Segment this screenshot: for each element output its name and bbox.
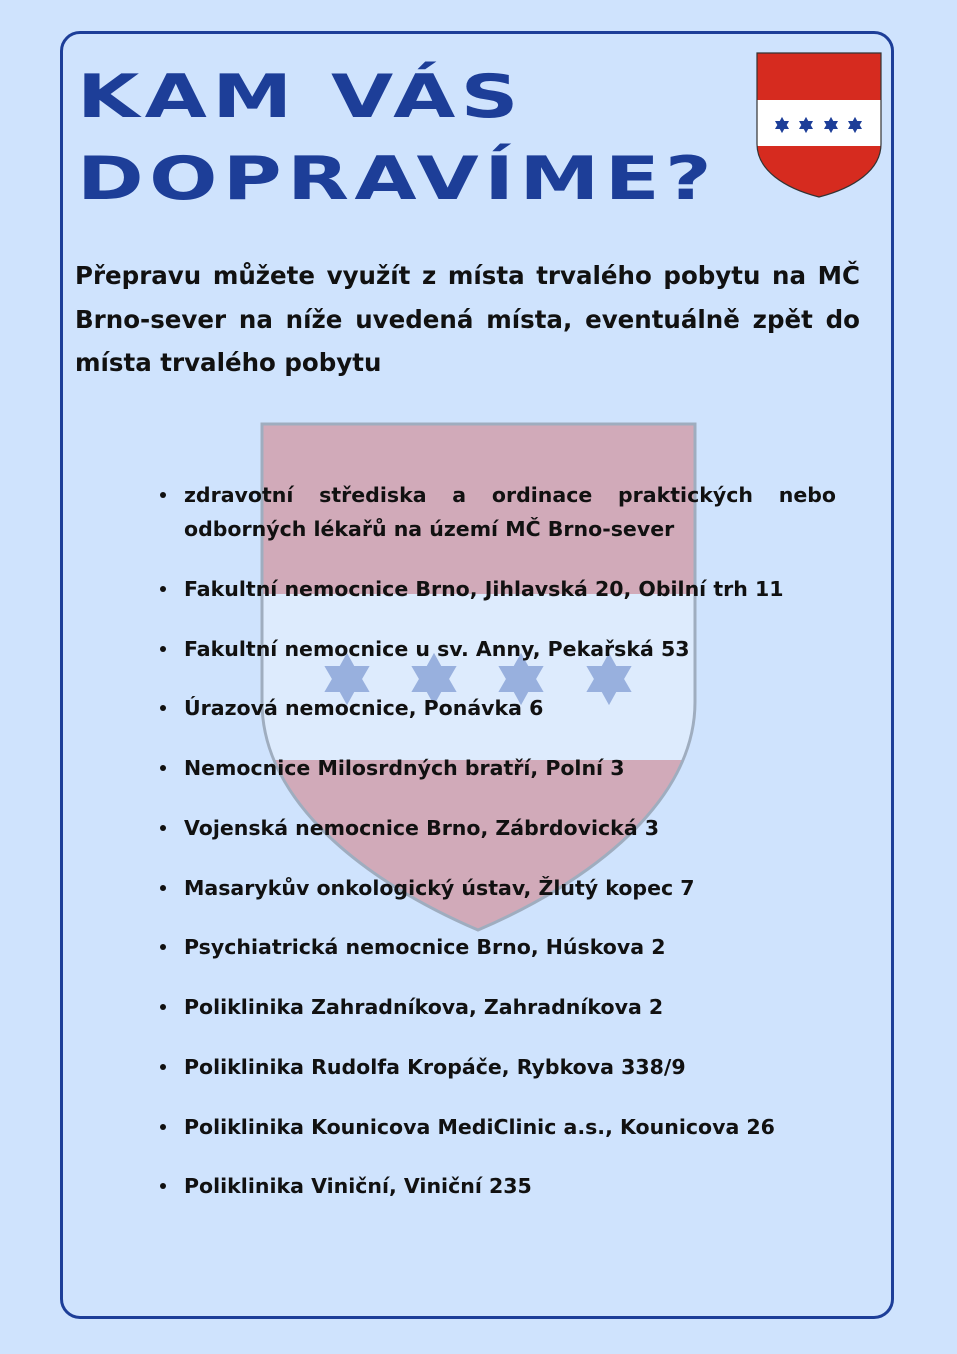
bullet-icon [160, 1124, 166, 1130]
title-line-2: DOPRAVÍME? [77, 144, 717, 214]
list-item [184, 1050, 836, 1084]
bullet-icon [160, 825, 166, 831]
bullet-icon [160, 586, 166, 592]
destination-list [184, 478, 836, 1229]
list-item-text: Vojenská nemocnice Brno, Zábrdovická 3 [184, 815, 660, 840]
list-item-text: Fakultní nemocnice u sv. Anny, Pekařská 53 [184, 636, 690, 661]
title-line-1: KAM VÁS [77, 62, 524, 132]
list-item [184, 1110, 836, 1144]
list-item [184, 1169, 836, 1203]
bullet-icon [160, 492, 166, 498]
list-item [184, 990, 836, 1024]
list-item-text: Poliklinika Viniční, Viniční 235 [184, 1174, 532, 1199]
bullet-icon [160, 885, 166, 891]
list-item-text: Úrazová nemocnice, Ponávka 6 [184, 696, 544, 721]
list-item [184, 572, 836, 606]
coat-of-arms-icon [756, 52, 882, 198]
bullet-icon [160, 646, 166, 652]
bullet-icon [160, 1004, 166, 1010]
bullet-icon [160, 765, 166, 771]
list-item [184, 930, 836, 964]
list-item-text: Nemocnice Milosrdných bratří, Polní 3 [184, 756, 625, 780]
list-item [184, 871, 836, 905]
list-item [184, 632, 836, 666]
page-title [77, 56, 717, 220]
list-item-text: zdravotní střediska a ordinace praktických nebo odborných lékařů na území MČ Brno-sever [184, 483, 836, 541]
list-item [184, 751, 836, 785]
list-item-text: Poliklinika Kounicova MediClinic a.s., Kounicova 26 [184, 1114, 775, 1139]
list-item [184, 811, 836, 845]
list-item-text: Poliklinika Rudolfa Kropáče, Rybkova 338/9 [184, 1054, 686, 1079]
list-item-text: Poliklinika Zahradníkova, Zahradníkova 2 [184, 995, 664, 1019]
list-item [184, 478, 836, 546]
list-item-text: Psychiatrická nemocnice Brno, Húskova 2 [184, 935, 666, 960]
bullet-icon [160, 1064, 166, 1070]
list-item [184, 691, 836, 725]
intro-paragraph: Přepravu můžete využít z místa trvalého pobytu na MČ Brno-sever na níže uvedená místa, eventuálně zpět do místa trvalého pobytu [75, 261, 860, 377]
list-item-text: Masarykův onkologický ústav, Žlutý kopec 7 [184, 875, 695, 900]
list-item-text: Fakultní nemocnice Brno, Jihlavská 20, Obilní trh 11 [184, 576, 784, 601]
